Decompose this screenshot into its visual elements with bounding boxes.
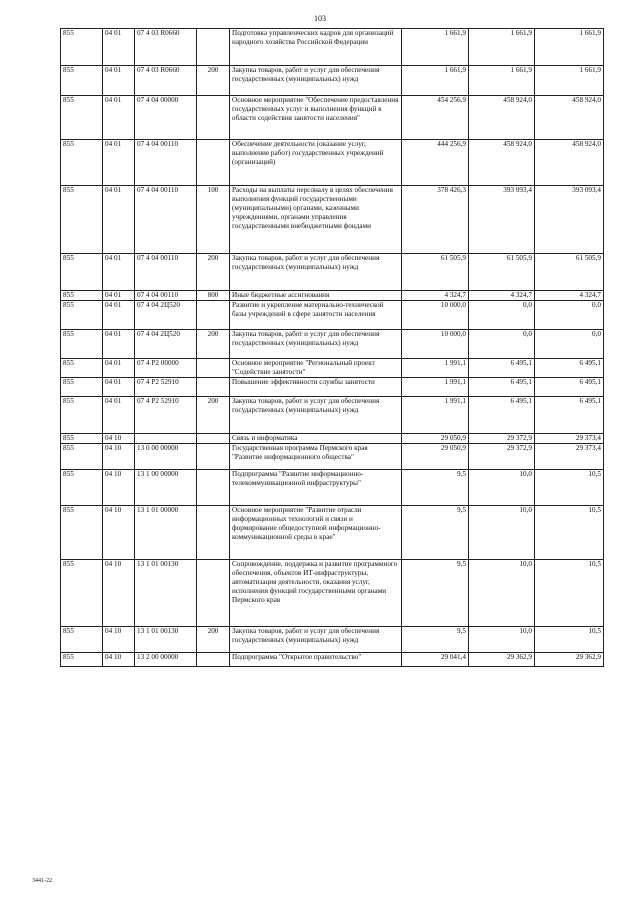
table-cell-c2: 04 10 [103,444,135,470]
table-cell-c3: 07 4 04 00110 [135,186,197,254]
table-cell-c2: 04 10 [103,653,135,667]
table-cell-c4: 200 [197,627,230,653]
table-cell-c5: Закупка товаров, работ и услуг для обеспечения государственных (муниципальных) нужд [230,66,402,96]
table-row [61,560,604,627]
table-cell-c7: 6 495,1 [469,378,535,397]
table-cell-c2: 04 01 [103,301,135,330]
page-number: 103 [314,14,326,23]
table-cell-c4 [197,29,230,66]
table-cell-c1: 855 [61,653,103,667]
table-row [61,653,604,667]
table-cell-c8: 1 661,9 [535,29,604,66]
table-row [61,378,604,397]
table-cell-c8: 29 362,9 [535,653,604,667]
table-cell-c8: 1 661,9 [535,66,604,96]
table-row [61,254,604,291]
table-cell-c1: 855 [61,66,103,96]
table-cell-c2: 04 10 [103,434,135,444]
table-cell-c4: 200 [197,254,230,291]
table-cell-c2: 04 01 [103,66,135,96]
table-cell-c6: 444 256,9 [402,140,469,186]
table-cell-c4 [197,506,230,560]
table-row [61,397,604,434]
table-cell-c3: 07 4 P2 52910 [135,397,197,434]
table-cell-c3: 13 1 01 00130 [135,560,197,627]
table-cell-c8: 10,5 [535,506,604,560]
table-cell-c7: 6 495,1 [469,397,535,434]
table-cell-c1: 855 [61,29,103,66]
table-row [61,359,604,378]
table-cell-c6: 29 050,9 [402,434,469,444]
table-cell-c5: Расходы на выплаты персоналу в целях обеспечения выполнения функций государственными (муниципальными) органами, казенными учреждениями, органами управления государственными внебюджетными фондами [230,186,402,254]
table-row [61,627,604,653]
table-cell-c7: 4 324,7 [469,291,535,301]
table-cell-c1: 855 [61,378,103,397]
table-cell-c8: 10,5 [535,560,604,627]
table-cell-c5: Подпрограмма "Открытое правительство" [230,653,402,667]
table-cell-c5: Закупка товаров, работ и услуг для обеспечения государственных (муниципальных) нужд [230,254,402,291]
table-cell-c4: 200 [197,330,230,359]
table-cell-c4 [197,96,230,140]
table-cell-c2: 04 01 [103,140,135,186]
table-cell-c8: 6 495,1 [535,359,604,378]
table-cell-c8: 6 495,1 [535,378,604,397]
table-cell-c7: 6 495,1 [469,359,535,378]
table-cell-c7: 29 372,9 [469,434,535,444]
table-cell-c5: Закупка товаров, работ и услуг для обеспечения государственных (муниципальных) нужд [230,330,402,359]
table-cell-c1: 855 [61,96,103,140]
table-cell-c4 [197,140,230,186]
table-cell-c2: 04 10 [103,627,135,653]
table-cell-c4 [197,359,230,378]
table-cell-c2: 04 10 [103,506,135,560]
table-cell-c3: 07 4 P2 00000 [135,359,197,378]
table-cell-c1: 855 [61,291,103,301]
table-cell-c5: Основное мероприятие "Обеспечение предоставления государственных услуг и выполнения функций в области содействия занятости населения" [230,96,402,140]
table-row [61,29,604,66]
table-cell-c8: 0,0 [535,330,604,359]
table-cell-c1: 855 [61,397,103,434]
table-cell-c6: 10 000,0 [402,330,469,359]
table-cell-c3: 13 0 00 00000 [135,444,197,470]
table-cell-c1: 855 [61,330,103,359]
table-row [61,140,604,186]
table-cell-c3: 07 4 04 2Ц520 [135,330,197,359]
table-cell-c7: 10,0 [469,560,535,627]
budget-table [60,28,604,667]
table-cell-c6: 29 050,9 [402,444,469,470]
table-cell-c4 [197,301,230,330]
table-cell-c1: 855 [61,444,103,470]
table-cell-c5: Закупка товаров, работ и услуг для обеспечения государственных (муниципальных) нужд [230,627,402,653]
footer-code: 3441-22 [32,878,52,884]
table-cell-c4: 200 [197,397,230,434]
table-row [61,291,604,301]
table-cell-c3 [135,434,197,444]
table-cell-c4 [197,653,230,667]
table-cell-c8: 6 495,1 [535,397,604,434]
table-cell-c4: 100 [197,186,230,254]
table-cell-c7: 61 505,9 [469,254,535,291]
table-cell-c1: 855 [61,140,103,186]
table-cell-c4 [197,560,230,627]
table-cell-c1: 855 [61,560,103,627]
table-cell-c3: 07 4 03 R0660 [135,66,197,96]
table-cell-c6: 9,5 [402,506,469,560]
table-cell-c3: 07 4 04 2Ц520 [135,301,197,330]
table-cell-c4: 200 [197,66,230,96]
table-cell-c7: 1 661,9 [469,29,535,66]
table-row [61,506,604,560]
table-cell-c7: 10,0 [469,506,535,560]
table-cell-c8: 10,5 [535,470,604,506]
table-cell-c1: 855 [61,301,103,330]
table-cell-c5: Государственная программа Пермского края "Развитие информационного общества" [230,444,402,470]
table-cell-c3: 13 2 00 00000 [135,653,197,667]
table-cell-c3: 07 4 04 00110 [135,291,197,301]
table-cell-c2: 04 01 [103,254,135,291]
table-cell-c6: 454 256,9 [402,96,469,140]
table-cell-c4 [197,444,230,470]
table-cell-c1: 855 [61,186,103,254]
table-cell-c7: 29 362,9 [469,653,535,667]
table-cell-c3: 07 4 04 00110 [135,140,197,186]
table-cell-c6: 1 991,1 [402,397,469,434]
table-cell-c6: 1 661,9 [402,29,469,66]
table-cell-c3: 13 1 01 00130 [135,627,197,653]
table-cell-c6: 10 000,0 [402,301,469,330]
table-cell-c2: 04 01 [103,378,135,397]
table-cell-c3: 13 1 00 00000 [135,470,197,506]
table-cell-c2: 04 01 [103,291,135,301]
table-cell-c5: Закупка товаров, работ и услуг для обеспечения государственных (муниципальных) нужд [230,397,402,434]
table-cell-c3: 07 4 P2 52910 [135,378,197,397]
table-cell-c6: 61 505,9 [402,254,469,291]
table-cell-c5: Основное мероприятие "Региональный проект "Содействие занятости" [230,359,402,378]
table-cell-c6: 1 661,9 [402,66,469,96]
table-cell-c3: 07 4 04 00110 [135,254,197,291]
table-cell-c6: 29 041,4 [402,653,469,667]
table-cell-c4 [197,434,230,444]
table-cell-c6: 1 991,1 [402,378,469,397]
table-row [61,444,604,470]
table-cell-c7: 0,0 [469,330,535,359]
table-cell-c5: Подпрограмма "Развитие информационно-телекоммуникационной инфраструктуры" [230,470,402,506]
table-cell-c7: 10,0 [469,470,535,506]
table-cell-c1: 855 [61,359,103,378]
table-cell-c1: 855 [61,470,103,506]
table-cell-c7: 1 661,9 [469,66,535,96]
table-row [61,470,604,506]
table-row [61,301,604,330]
table-row [61,66,604,96]
table-cell-c7: 29 372,9 [469,444,535,470]
table-cell-c1: 855 [61,434,103,444]
table-cell-c7: 10,0 [469,627,535,653]
table-cell-c4 [197,470,230,506]
table-cell-c5: Основное мероприятие "Развитие отрасли информационных технологий и связи и формирование общедоступной информационно-коммуникационной среды в крае" [230,506,402,560]
table-cell-c3: 07 4 03 R0660 [135,29,197,66]
table-cell-c5: Развитие и укрепление материально-технической базы учреждений в сфере занятости населения [230,301,402,330]
table-cell-c8: 393 093,4 [535,186,604,254]
table-cell-c2: 04 01 [103,186,135,254]
table-row [61,96,604,140]
table-cell-c2: 04 10 [103,470,135,506]
table-cell-c8: 61 505,9 [535,254,604,291]
table-row [61,330,604,359]
table-cell-c2: 04 01 [103,29,135,66]
table-cell-c6: 9,5 [402,627,469,653]
table-cell-c1: 855 [61,254,103,291]
table-cell-c2: 04 10 [103,560,135,627]
table-cell-c8: 10,5 [535,627,604,653]
table-cell-c5: Сопровождение, поддержка и развитие программного обеспечения, объектов ИТ-инфраструктуры, автоматизация деятельности, оказания услуг, исполнения функций государственными органами Пермского края [230,560,402,627]
table-cell-c8: 0,0 [535,301,604,330]
table-cell-c5: Иные бюджетные ассигнования [230,291,402,301]
table-cell-c2: 04 01 [103,330,135,359]
table-row [61,434,604,444]
table-cell-c3: 07 4 04 00000 [135,96,197,140]
table-cell-c6: 4 324,7 [402,291,469,301]
table-cell-c6: 9,5 [402,560,469,627]
table-cell-c7: 393 093,4 [469,186,535,254]
table-cell-c6: 9,5 [402,470,469,506]
table-cell-c1: 855 [61,627,103,653]
table-cell-c4 [197,378,230,397]
table-cell-c7: 458 924,0 [469,96,535,140]
table-row [61,186,604,254]
table-cell-c8: 4 324,7 [535,291,604,301]
table-cell-c3: 13 1 01 00000 [135,506,197,560]
table-cell-c6: 1 991,1 [402,359,469,378]
table-cell-c4: 800 [197,291,230,301]
table-cell-c7: 0,0 [469,301,535,330]
table-cell-c8: 458 924,0 [535,140,604,186]
table-cell-c7: 458 924,0 [469,140,535,186]
table-cell-c2: 04 01 [103,397,135,434]
table-cell-c6: 378 426,3 [402,186,469,254]
table-cell-c5: Обеспечение деятельности (оказание услуг, выполнение работ) государственных учреждений (организаций) [230,140,402,186]
table-cell-c5: Подготовка управленческих кадров для организаций народного хозяйства Российской Федерации [230,29,402,66]
table-cell-c8: 29 373,4 [535,444,604,470]
table-cell-c8: 29 373,4 [535,434,604,444]
table-cell-c8: 458 924,0 [535,96,604,140]
table-cell-c2: 04 01 [103,359,135,378]
table-cell-c2: 04 01 [103,96,135,140]
table-cell-c5: Связь и информатика [230,434,402,444]
table-cell-c1: 855 [61,506,103,560]
table-cell-c5: Повышение эффективности службы занятости [230,378,402,397]
